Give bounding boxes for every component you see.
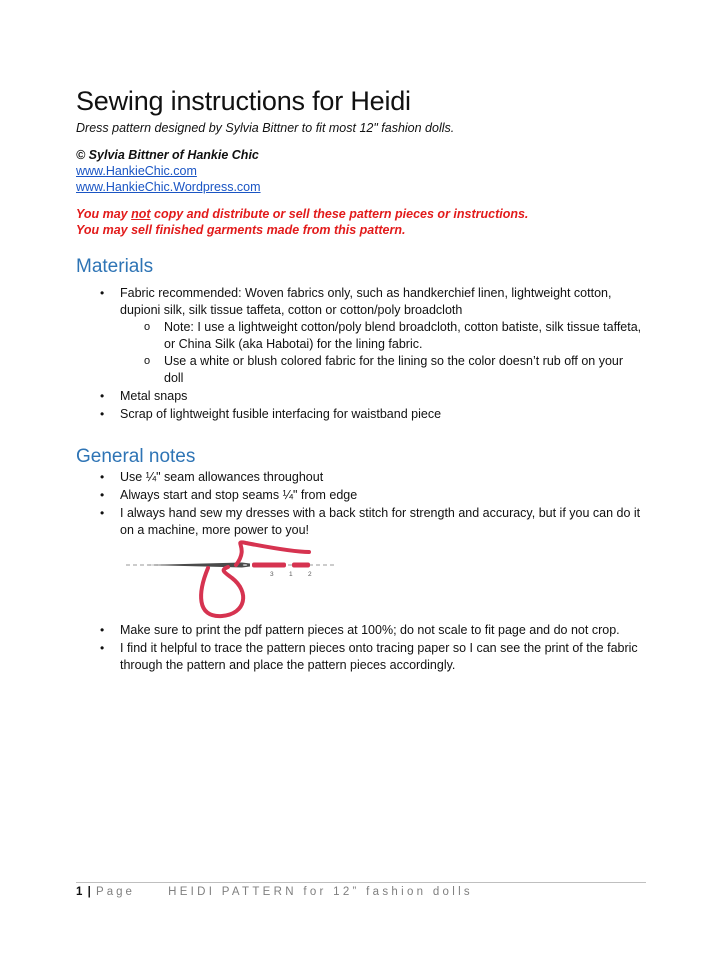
thread-loop <box>236 542 309 565</box>
document-subtitle: Dress pattern designed by Sylvia Bittner to fit most 12" fashion dolls. <box>76 121 455 135</box>
list-item-text: I find it helpful to trace the pattern pieces onto tracing paper so I can see the print of the fabric through the pattern and place the pattern pieces accordingly. <box>120 641 638 672</box>
sub-list-item <box>0 353 720 387</box>
bullet-dot-icon: • <box>100 488 105 502</box>
list-item-text: Always start and stop seams ¼" from edge <box>120 488 358 502</box>
general-notes-list-continued <box>0 622 720 675</box>
stitch-label-2: 2 <box>308 571 312 578</box>
bullet-dot-icon: • <box>100 407 105 421</box>
list-item <box>0 640 720 674</box>
list-item <box>0 285 720 387</box>
list-item <box>0 487 720 504</box>
sell-notice: You may sell finished garments made from this pattern. <box>76 223 406 237</box>
materials-list <box>0 285 720 424</box>
copy-warning-post: copy and distribute or sell these pattern pieces or instructions. <box>150 207 529 221</box>
bullet-dot-icon: • <box>100 641 105 655</box>
list-item <box>0 406 720 423</box>
back-stitch-diagram <box>124 540 339 620</box>
page-number: 1 <box>76 886 83 898</box>
list-item <box>0 622 720 639</box>
sub-list-item-text: Note: I use a lightweight cotton/poly blend broadcloth, cotton batiste, silk tissue taffeta, or China Silk (aka Habotai) for the lining fabric. <box>164 320 642 351</box>
sub-bullet-circle-icon: o <box>144 321 151 333</box>
list-item-text: Use ¼" seam allowances throughout <box>120 470 324 484</box>
list-item-text: Fabric recommended: Woven fabrics only, such as handkerchief linen, lightweight cotton, dupioni silk, silk tissue taffeta, cotton or cotton/poly broadcloth <box>120 286 612 317</box>
stitch-segment <box>292 563 310 568</box>
list-item <box>0 505 720 539</box>
bullet-dot-icon: • <box>100 506 105 520</box>
copyright-notice: © Sylvia Bittner of Hankie Chic <box>76 148 259 162</box>
bullet-dot-icon: • <box>100 470 105 484</box>
footer-title: HEIDI PATTERN for 12” fashion dolls <box>168 886 473 898</box>
sub-list-item <box>0 319 720 353</box>
sub-list <box>0 319 720 387</box>
copy-warning-pre: You may <box>76 207 132 221</box>
document-title: Sewing instructions for Heidi <box>76 86 411 116</box>
stitch-label-1: 1 <box>289 571 293 578</box>
needle-eye <box>243 564 247 566</box>
copy-warning-not: not <box>131 207 151 221</box>
list-item-text: I always hand sew my dresses with a back stitch for strength and accuracy, but if you can do it on a machine, more power to you! <box>120 506 641 537</box>
general-notes-list <box>0 469 720 540</box>
list-item-text: Make sure to print the pdf pattern pieces at 100%; do not scale to fit page and do not crop. <box>120 623 620 637</box>
sub-bullet-circle-icon: o <box>144 355 151 367</box>
list-item-text: Scrap of lightweight fusible interfacing for waistband piece <box>120 407 442 421</box>
stitch-segment <box>252 563 286 568</box>
list-item-text: Metal snaps <box>120 389 188 403</box>
website-link[interactable]: www.HankieChic.com <box>76 164 197 178</box>
copy-warning <box>76 207 528 221</box>
stitch-label-3: 3 <box>270 571 274 578</box>
bullet-dot-icon: • <box>100 623 105 637</box>
footer-separator: | <box>87 886 91 898</box>
bullet-dot-icon: • <box>100 389 105 403</box>
general-notes-heading: General notes <box>76 446 196 467</box>
materials-heading: Materials <box>76 256 154 277</box>
footer-divider <box>76 882 646 883</box>
sub-list-item-text: Use a white or blush colored fabric for the lining so the color doesn’t rub off on your doll <box>164 354 624 385</box>
bullet-dot-icon: • <box>100 286 105 300</box>
list-item <box>0 388 720 405</box>
list-item <box>0 469 720 486</box>
page-label: Page <box>96 886 135 898</box>
blog-link[interactable]: www.HankieChic.Wordpress.com <box>76 180 261 194</box>
page-footer <box>76 886 473 898</box>
thread-loop-lower <box>201 567 243 616</box>
